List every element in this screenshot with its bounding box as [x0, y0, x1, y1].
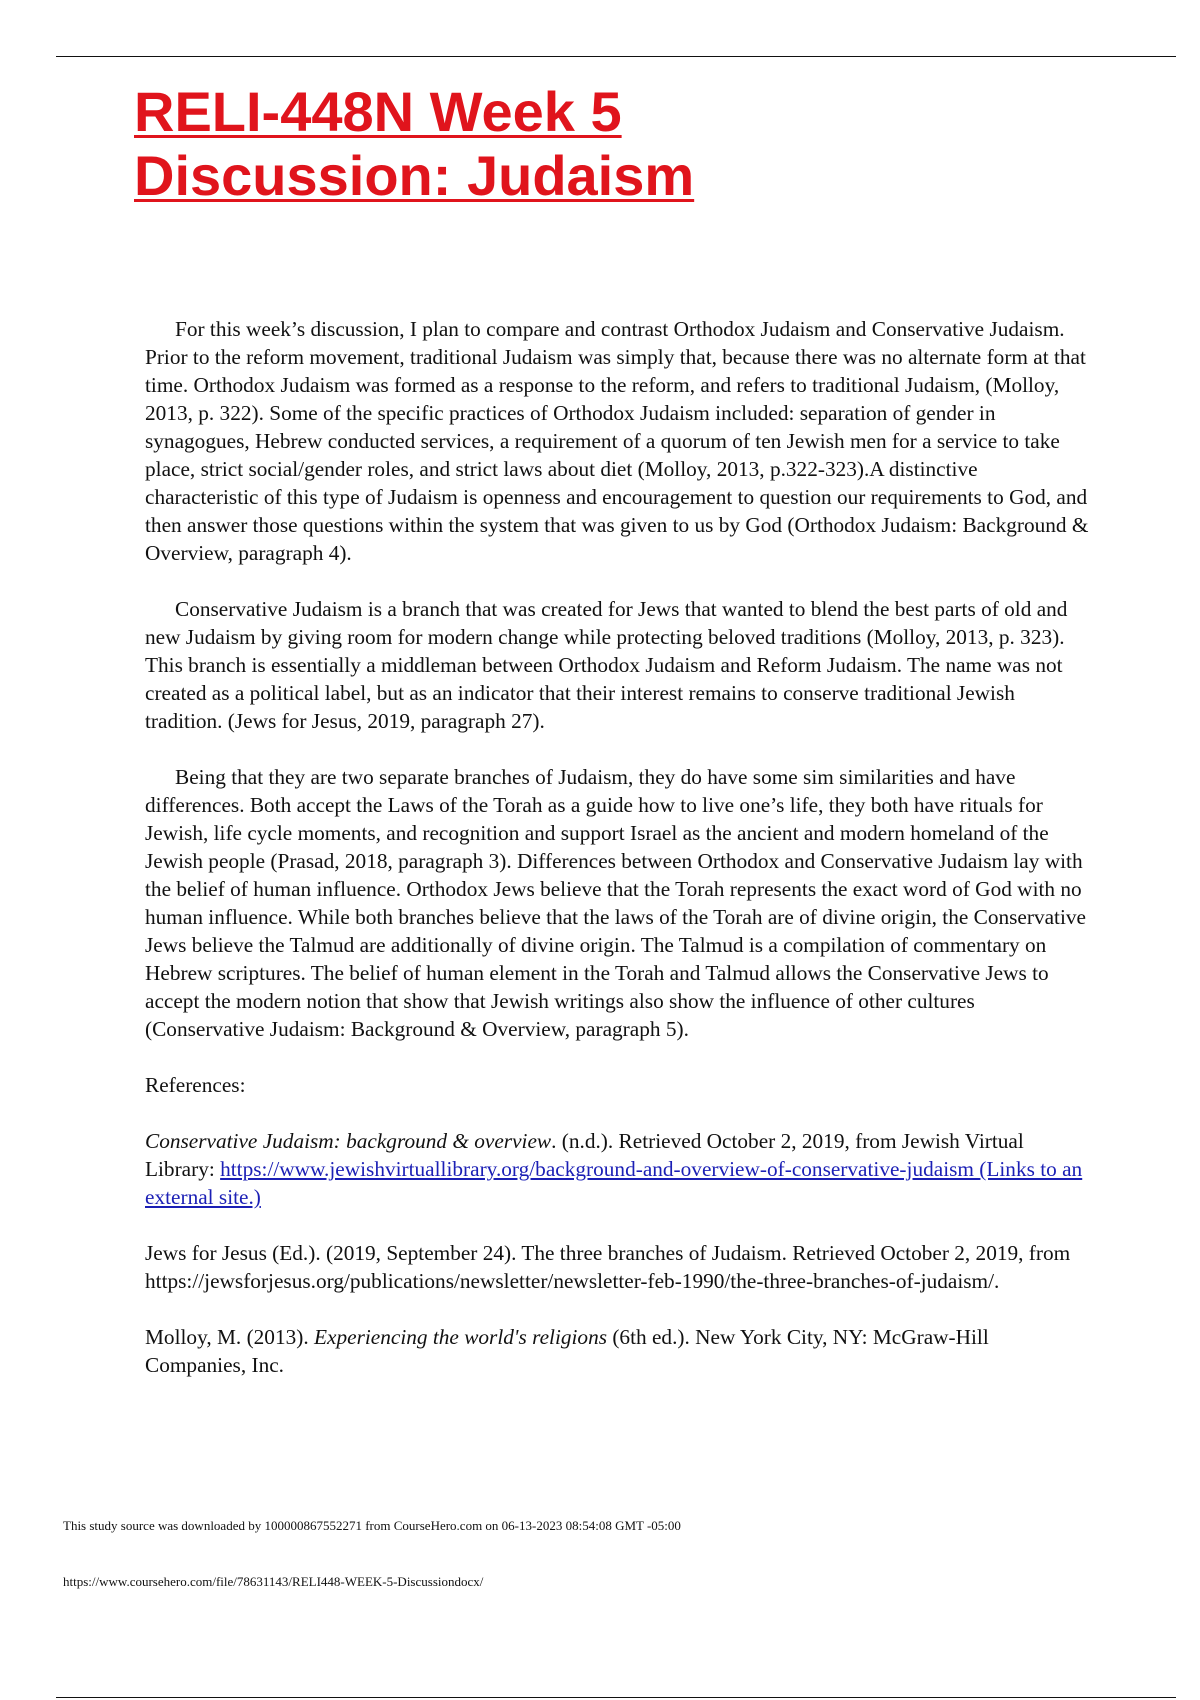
- title-line-1: RELI-448N Week 5: [134, 80, 622, 143]
- reference-3-details: (6th ed.). New York City, NY: McGraw-Hill Companies, Inc.: [145, 1325, 989, 1377]
- bottom-rule: [56, 1697, 1176, 1698]
- paragraph-3: Being that they are two separate branches of Judaism, they do have some sim similarities and have differences. Both accept the Laws of the Torah as a guide how to live one’s life, they both have rituals for Jewish, life cycle moments, and recognition and support Israel as the ancient and modern homeland of the Jewish people (Prasad, 2018, paragraph 3). Differences between Orthodox and Conservative Judaism lay with the belief of human influence. Orthodox Jews believe that the Torah represents the exact word of God with no human influence. While both branches believe that the laws of the Torah are of divine origin, the Conservative Jews believe the Talmud are additionally of divine origin. The Talmud is a compilation of commentary on Hebrew scriptures. The belief of human element in the Torah and Talmud allows the Conservative Jews to accept the modern notion that show that Jewish writings also show the influence of other cultures (Conservative Judaism: Background & Overview, paragraph 5).: [145, 765, 1086, 1041]
- reference-3-author: Molloy, M. (2013).: [145, 1325, 314, 1349]
- reference-1-details: . (n.d.). Retrieved October 2, 2019, from Jewish Virtual Library:: [145, 1129, 1024, 1181]
- top-rule: [56, 56, 1176, 57]
- reference-2: Jews for Jesus (Ed.). (2019, September 24). The three branches of Judaism. Retrieved October 2, 2019, from https://jewsforjesus.org/publications/newsletter/newsletter-feb-1990/the-three-branches-of-judaism/.: [145, 1241, 1071, 1293]
- page-title: [134, 80, 694, 208]
- reference-1-title: Conservative Judaism: background & overview: [145, 1129, 552, 1153]
- references-heading: References:: [145, 1073, 246, 1097]
- reference-1: [145, 1127, 1090, 1211]
- paragraph-2: Conservative Judaism is a branch that was created for Jews that wanted to blend the best parts of old and new Judaism by giving room for modern change while protecting beloved traditions (Molloy, 2013, p. 323). This branch is essentially a middleman between Orthodox Judaism and Reform Judaism. The name was not created as a political label, but as an indicator that their interest remains to conserve traditional Jewish tradition. (Jews for Jesus, 2019, paragraph 27).: [145, 597, 1068, 733]
- download-source-note: This study source was downloaded by 100000867552271 from CourseHero.com on 06-13-2023 08:54:08 GMT -05:00: [63, 1518, 681, 1533]
- paragraph-1: For this week’s discussion, I plan to compare and contrast Orthodox Judaism and Conservative Judaism. Prior to the reform movement, traditional Judaism was simply that, because there was no alternate form at that time. Orthodox Judaism was formed as a response to the reform, and refers to traditional Judaism, (Molloy, 2013, p. 322). Some of the specific practices of Orthodox Judaism included: separation of gender in synagogues, Hebrew conducted services, a requirement of a quorum of ten Jewish men for a service to take place, strict social/gender roles, and strict laws about diet (Molloy, 2013, p.322-323).A distinctive characteristic of this type of Judaism is openness and encouragement to question our requirements to God, and then answer those questions within the system that was given to us by God (Orthodox Judaism: Background & Overview, paragraph 4).: [145, 317, 1089, 565]
- document-body: [145, 315, 1090, 1407]
- title-line-2: Discussion: Judaism: [134, 144, 695, 207]
- reference-3: [145, 1323, 1090, 1379]
- reference-1-link[interactable]: https://www.jewishvirtuallibrary.org/background-and-overview-of-conservative-judaism (Links to an external site.): [145, 1157, 1083, 1209]
- source-url: https://www.coursehero.com/file/78631143/RELI448-WEEK-5-Discussiondocx/: [63, 1574, 484, 1589]
- reference-3-title: Experiencing the world's religions: [314, 1325, 608, 1349]
